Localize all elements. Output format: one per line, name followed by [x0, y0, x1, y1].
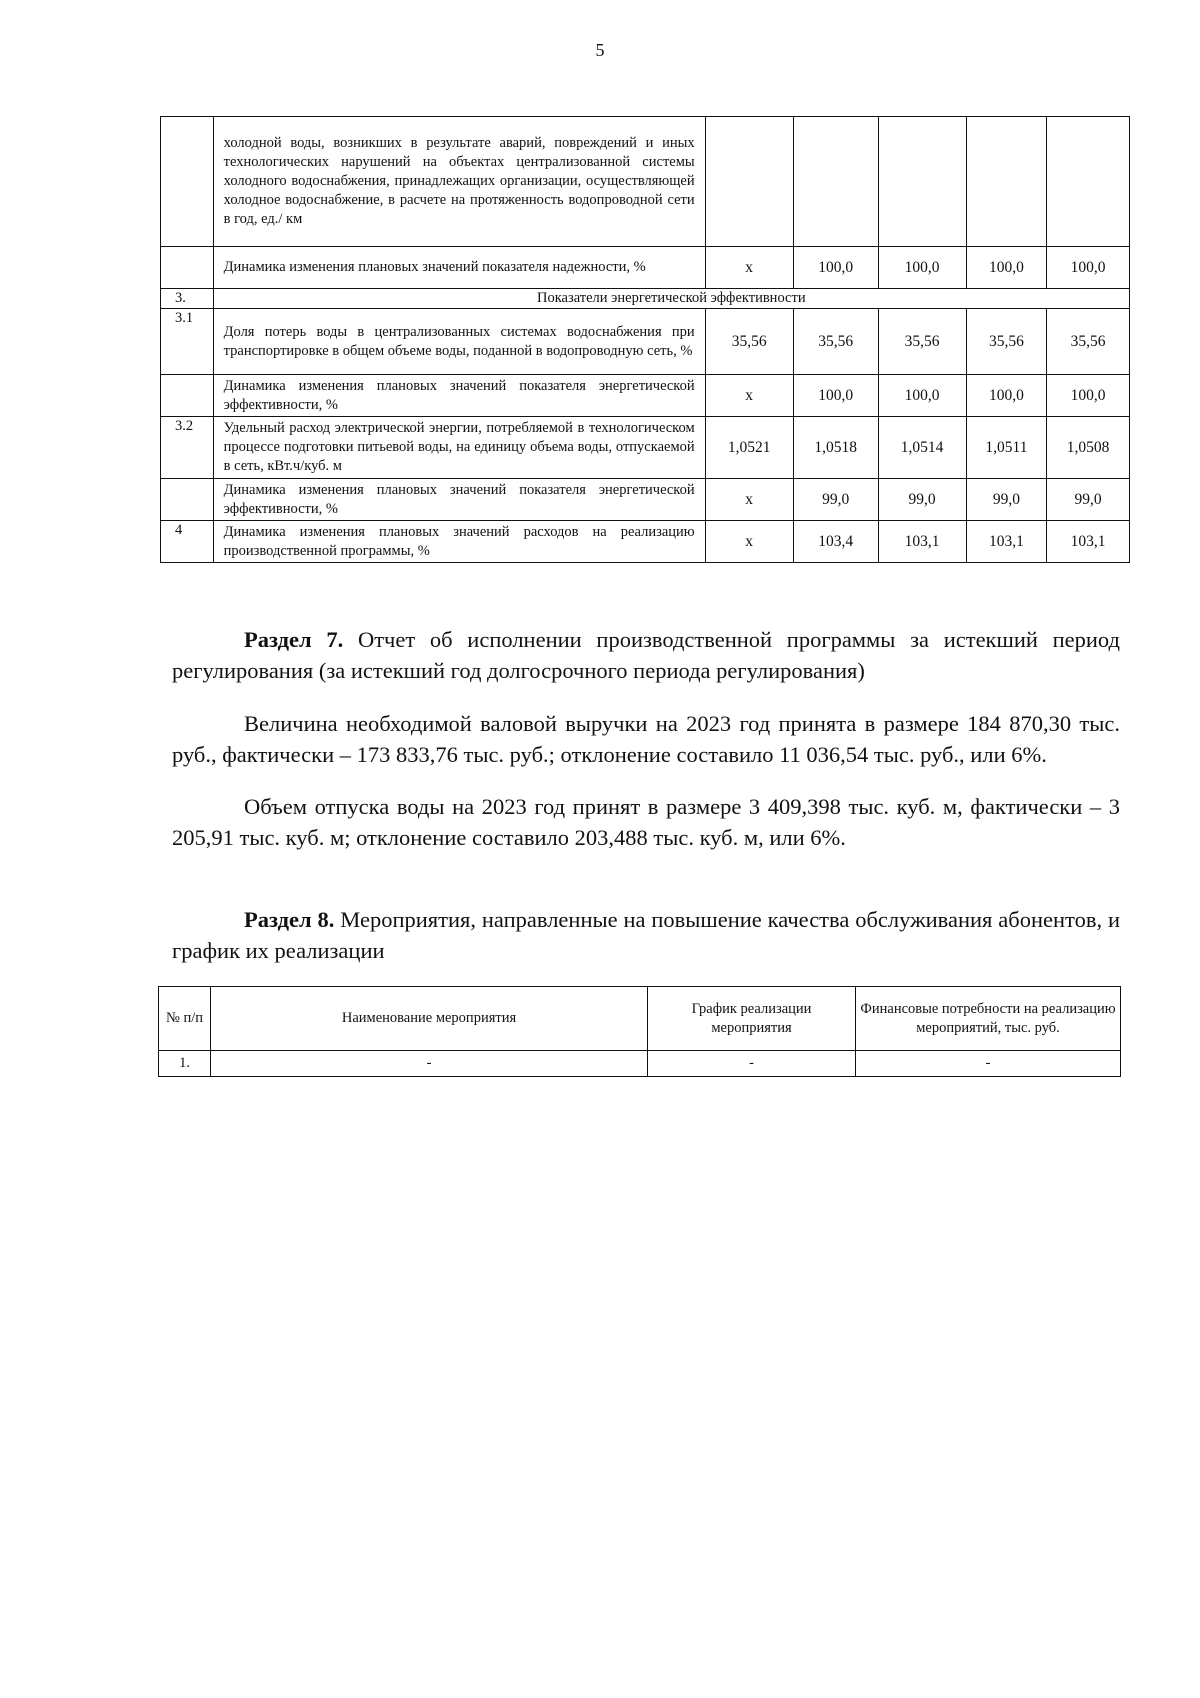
indicator-row — [161, 417, 1130, 479]
indicator-value: 35,56 — [878, 309, 966, 375]
measures-cell-schedule: - — [648, 1051, 856, 1077]
indicator-value — [878, 117, 966, 247]
indicator-value: 35,56 — [1047, 309, 1130, 375]
indicator-value: 103,1 — [878, 521, 966, 563]
indicator-number: 3.2 — [161, 417, 214, 479]
indicator-name: Динамика изменения плановых значений показателя энергетической эффективности, % — [213, 479, 705, 521]
section-8-heading — [172, 904, 1120, 966]
indicator-name: Удельный расход электрической энергии, потребляемой в технологическом процессе подготовки питьевой воды, на единицу объема воды, отпускаемой в сеть, кВт.ч/куб. м — [213, 417, 705, 479]
indicator-value: х — [705, 247, 793, 289]
indicator-value: х — [705, 521, 793, 563]
section-7-heading — [172, 624, 1120, 686]
header-financial-needs: Финансовые потребности на реализацию мероприятий, тыс. руб. — [856, 987, 1121, 1051]
indicator-value: 99,0 — [966, 479, 1047, 521]
indicator-row — [161, 521, 1130, 563]
measures-cell-financial: - — [856, 1051, 1121, 1077]
indicator-row — [161, 479, 1130, 521]
indicator-value — [966, 117, 1047, 247]
section-7-title: Отчет об исполнении производственной программы за истекший период регулирования (за истекший год долгосрочного периода регулирования) — [172, 627, 1120, 683]
measures-row — [159, 1051, 1121, 1077]
indicator-number — [161, 247, 214, 289]
indicator-number — [161, 117, 214, 247]
indicator-row — [161, 375, 1130, 417]
indicator-value: 35,56 — [793, 309, 878, 375]
indicator-value: 35,56 — [705, 309, 793, 375]
measures-cell-number: 1. — [159, 1051, 211, 1077]
indicator-value: 99,0 — [1047, 479, 1130, 521]
indicator-value: 100,0 — [1047, 247, 1130, 289]
page-number: 5 — [595, 40, 605, 60]
indicator-value — [793, 117, 878, 247]
indicator-value: 1,0521 — [705, 417, 793, 479]
indicator-value: х — [705, 479, 793, 521]
header-schedule: График реализации мероприятия — [648, 987, 856, 1051]
indicator-number: 4 — [161, 521, 214, 563]
indicator-name: Динамика изменения плановых значений показателя надежности, % — [213, 247, 705, 289]
indicator-row — [161, 289, 1130, 309]
header-measure-name: Наименование мероприятия — [211, 987, 648, 1051]
indicator-value: 100,0 — [793, 375, 878, 417]
measures-cell-name: - — [211, 1051, 648, 1077]
indicator-value: 103,1 — [1047, 521, 1130, 563]
section-8-title: Мероприятия, направленные на повышение качества обслуживания абонентов, и график их реализации — [172, 907, 1120, 963]
indicator-value: 100,0 — [878, 375, 966, 417]
indicator-value: 103,4 — [793, 521, 878, 563]
section-7-paragraph-volume: Объем отпуска воды на 2023 год принят в размере 3 409,398 тыс. куб. м, фактически – 3 205,91 тыс. куб. м; отклонение составило 203,488 тыс. куб. м, или 6%. — [172, 794, 1120, 850]
indicator-value: 1,0511 — [966, 417, 1047, 479]
indicator-value: 100,0 — [793, 247, 878, 289]
indicator-number — [161, 479, 214, 521]
section-8-label: Раздел 8. — [244, 907, 335, 932]
indicator-value: 100,0 — [878, 247, 966, 289]
indicator-value: х — [705, 375, 793, 417]
indicator-value: 35,56 — [966, 309, 1047, 375]
indicator-value: 100,0 — [966, 375, 1047, 417]
measures-header-row — [159, 987, 1121, 1051]
indicator-value: 99,0 — [878, 479, 966, 521]
indicators-table — [160, 116, 1130, 563]
measures-table — [158, 986, 1121, 1077]
indicator-value: 100,0 — [1047, 375, 1130, 417]
indicator-value: 103,1 — [966, 521, 1047, 563]
indicator-value — [1047, 117, 1130, 247]
section-7-label: Раздел 7. — [244, 627, 344, 652]
section-7-paragraph-revenue: Величина необходимой валовой выручки на 2023 год принята в размере 184 870,30 тыс. руб., фактически – 173 833,76 тыс. руб.; отклонение составило 11 036,54 тыс. руб., или 6%. — [172, 711, 1120, 767]
indicator-number: 3.1 — [161, 309, 214, 375]
indicator-row — [161, 247, 1130, 289]
indicator-value: 1,0514 — [878, 417, 966, 479]
indicator-name: Динамика изменения плановых значений показателя энергетической эффективности, % — [213, 375, 705, 417]
indicator-row — [161, 117, 1130, 247]
indicator-value: 99,0 — [793, 479, 878, 521]
indicator-row — [161, 309, 1130, 375]
header-number: № п/п — [159, 987, 211, 1051]
indicator-value: 1,0518 — [793, 417, 878, 479]
indicator-value: 100,0 — [966, 247, 1047, 289]
indicator-name: холодной воды, возникших в результате аварий, повреждений и иных технологических нарушений на объектах централизованной системы холодного водоснабжения, принадлежащих организации, осуществляющей холодное водоснабжение, в расчете на протяженность водопроводной сети в год, ед./ км — [213, 117, 705, 247]
indicator-name: Доля потерь воды в централизованных системах водоснабжения при транспортировке в общем объеме воды, поданной в водопроводную сеть, % — [213, 309, 705, 375]
indicator-number: 3. — [161, 289, 214, 309]
indicator-value: 1,0508 — [1047, 417, 1130, 479]
indicator-value — [705, 117, 793, 247]
indicator-number — [161, 375, 214, 417]
section-title-row: Показатели энергетической эффективности — [213, 289, 1129, 309]
indicator-name: Динамика изменения плановых значений расходов на реализацию производственной программы, % — [213, 521, 705, 563]
